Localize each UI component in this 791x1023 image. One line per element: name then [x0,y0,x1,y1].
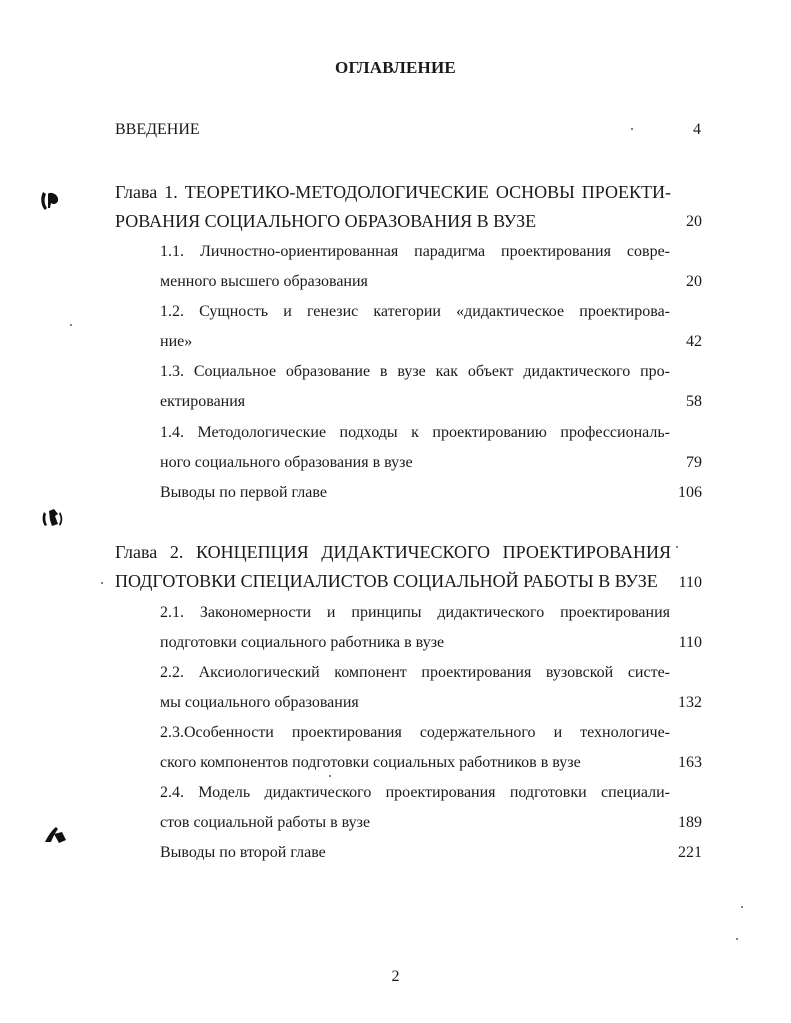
section-2-4-line2: стов социальной работы в вузе [160,814,371,831]
section-2-1-page: 110 [678,634,702,651]
chapter1-conclusion-label: Выводы по первой главе [160,484,327,501]
section-2-1-line2: подготовки социального работника в вузе [160,634,445,651]
scan-speck [70,324,72,326]
scan-speck [329,775,331,777]
section-2-4-line1: 2.4. Модель дидактического проектирования подготовки специали- [160,784,670,801]
chapter1-page: 20 [686,213,702,230]
section-1-3-page: 58 [686,393,702,410]
page-number: 2 [391,968,400,985]
section-1-3-line1: 1.3. Социальное образование в вузе как объект дидактического про- [160,363,670,380]
binding-hole-mark-icon [40,506,66,530]
section-1-4-page: 79 [686,454,702,471]
section-1-2-line2: ние» [160,333,193,350]
section-2-2-line1: 2.2. Аксиологический компонент проектирования вузовской систе- [160,664,670,681]
scan-speck [676,546,678,548]
chapter1-title-line2: РОВАНИЯ СОЦИАЛЬНОГО ОБРАЗОВАНИЯ В ВУЗЕ [115,211,537,231]
binding-hole-mark-icon [38,188,64,214]
section-1-1-line1: 1.1. Личностно-ориентированная парадигма проектирования совре- [160,243,670,260]
toc-intro-label: ВВЕДЕНИЕ [115,121,200,138]
scan-speck [631,128,633,130]
chapter1-title-line1: Глава 1. ТЕОРЕТИКО-МЕТОДОЛОГИЧЕСКИЕ ОСНОВЫ ПРОЕКТИ- [115,182,671,202]
section-1-2-page: 42 [686,333,702,350]
section-2-2-line2: мы социального образования [160,694,359,711]
chapter2-conclusion-page: 221 [678,844,702,861]
scan-speck [741,906,743,908]
section-1-4-line1: 1.4. Методологические подходы к проектированию профессиональ- [160,424,670,441]
section-2-2-page: 132 [678,694,702,711]
chapter2-page: 110 [678,574,702,591]
section-1-1-line2: менного высшего образования [160,273,368,290]
chapter1-conclusion-page: 106 [678,484,702,501]
section-2-1-line1: 2.1. Закономерности и принципы дидактического проектирования [160,604,670,621]
chapter2-title-line2: ПОДГОТОВКИ СПЕЦИАЛИСТОВ СОЦИАЛЬНОЙ РАБОТЫ В ВУЗЕ [115,571,658,591]
section-1-1-page: 20 [686,273,702,290]
section-1-4-line2: ного социального образования в вузе [160,454,413,471]
section-1-2-line1: 1.2. Сущность и генезис категории «дидактическое проектирова- [160,303,670,320]
binding-hole-mark-icon [42,824,68,848]
section-1-3-line2: ектирования [160,393,246,410]
section-2-4-page: 189 [678,814,702,831]
chapter2-title-line1: Глава 2. КОНЦЕПЦИЯ ДИДАКТИЧЕСКОГО ПРОЕКТИРОВАНИЯ [115,542,671,562]
scan-speck [101,582,103,584]
chapter2-conclusion-label: Выводы по второй главе [160,844,326,861]
scan-speck [736,938,738,940]
toc-intro-page: 4 [693,121,701,138]
section-2-3-line1: 2.3.Особенности проектирования содержательного и технологиче- [160,724,670,741]
section-2-3-line2: ского компонентов подготовки социальных работников в вузе [160,754,581,771]
section-2-3-page: 163 [678,754,702,771]
page-title: ОГЛАВЛЕНИЕ [335,58,456,77]
